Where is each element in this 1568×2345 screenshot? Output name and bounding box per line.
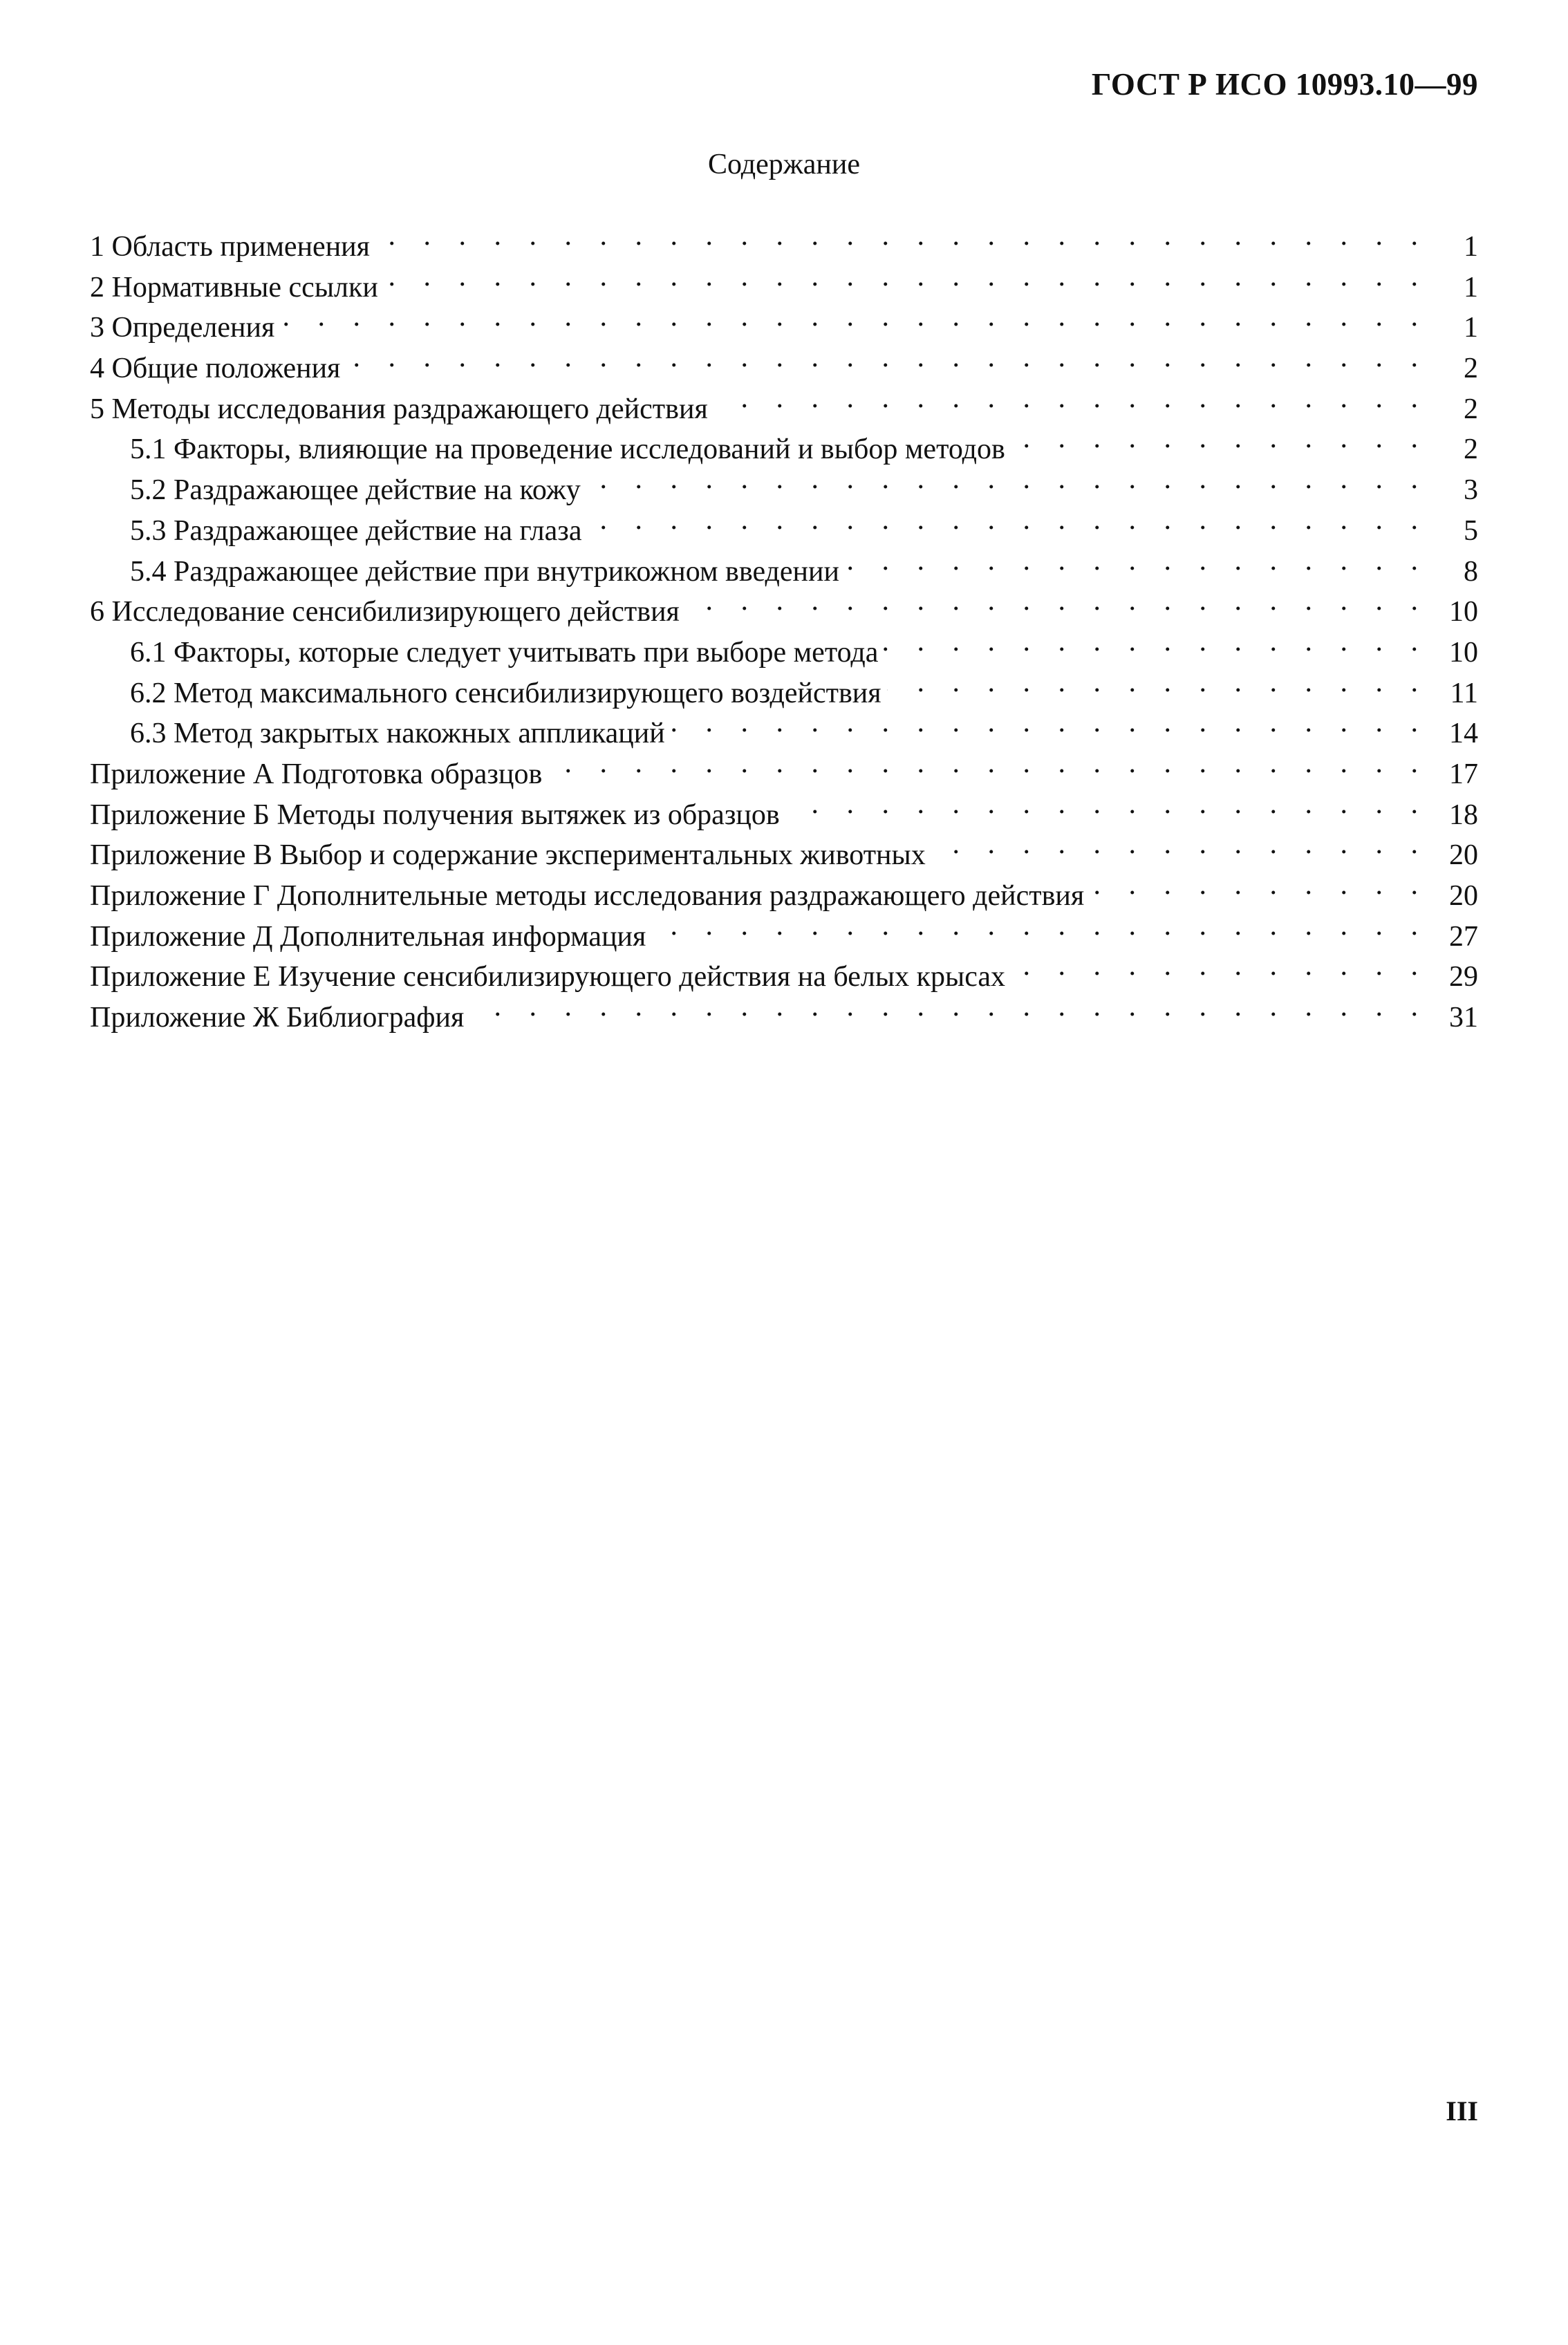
toc-leader-dots (785, 784, 1428, 824)
toc-entry-label: 6 Исследование сенсибилизирующего действия (90, 596, 680, 628)
toc-entry-label: 4 Общие положения (90, 353, 341, 385)
toc-entry-page: 14 (1449, 718, 1478, 750)
document-code: ГОСТ Р ИСО 10993.10—99 (1091, 67, 1478, 102)
toc-entry-label: Приложение Ж Библиография (90, 1002, 465, 1034)
toc-title: Содержание (707, 149, 861, 180)
toc-entry-page: 1 (1464, 231, 1478, 263)
table-of-contents (90, 216, 1478, 1034)
toc-entry-page: 11 (1450, 677, 1478, 709)
toc-leader-dots (685, 581, 1428, 621)
toc-entry-page: 29 (1449, 961, 1478, 993)
toc-entry-label: Приложение А Подготовка образцов (90, 758, 543, 790)
toc-entry[interactable] (90, 216, 1478, 263)
toc-leader-dots (548, 743, 1428, 783)
toc-entry-page: 18 (1449, 798, 1478, 831)
toc-entry[interactable] (90, 337, 1478, 385)
toc-entry-page: 10 (1449, 596, 1478, 628)
toc-leader-dots (1011, 946, 1428, 986)
toc-leader-dots (884, 622, 1428, 662)
toc-entry-page: 5 (1464, 514, 1478, 547)
toc-entry-page: 31 (1449, 1002, 1478, 1034)
toc-entry-page: 1 (1464, 271, 1478, 303)
toc-entry-label: 5.2 Раздражающее действие на кожу (130, 474, 581, 507)
toc-entry-label: 2 Нормативные ссылки (90, 271, 378, 303)
toc-leader-dots (845, 541, 1428, 581)
toc-entry-label: 5.3 Раздражающее действие на глаза (130, 514, 582, 547)
toc-leader-dots (887, 662, 1428, 702)
toc-entry-page: 17 (1449, 758, 1478, 790)
toc-leader-dots (587, 500, 1428, 540)
toc-entry-label: 5 Методы исследования раздражающего действия (90, 393, 708, 425)
toc-entry-label: Приложение Е Изучение сенсибилизирующего действия на белых крысах (90, 961, 1005, 993)
toc-entry-label: 6.1 Факторы, которые следует учитывать при выборе метода (130, 636, 879, 669)
toc-entry-page: 8 (1464, 555, 1478, 588)
toc-entry-page: 2 (1464, 393, 1478, 425)
toc-entry-label: 5.4 Раздражающее действие при внутрикожном введении (130, 555, 839, 588)
toc-leader-dots (713, 378, 1428, 418)
toc-entry-label: Приложение Б Методы получения вытяжек из образцов (90, 798, 780, 831)
toc-leader-dots (280, 297, 1428, 337)
page-number: III (1446, 2095, 1478, 2127)
toc-entry-page: 1 (1464, 312, 1478, 344)
toc-entry-label: Приложение Г Дополнительные методы исследования раздражающего действия (90, 880, 1085, 912)
toc-entry-page: 3 (1464, 474, 1478, 507)
toc-leader-dots (1090, 865, 1428, 905)
toc-entry-page: 2 (1464, 353, 1478, 385)
toc-entry-page: 10 (1449, 636, 1478, 669)
toc-leader-dots (671, 702, 1428, 742)
toc-entry[interactable] (90, 297, 1478, 344)
toc-leader-dots (651, 906, 1428, 946)
toc-leader-dots (384, 256, 1428, 297)
toc-entry-label: 6.3 Метод закрытых накожных аппликаций (130, 718, 665, 750)
toc-entry-label: 3 Определения (90, 312, 275, 344)
toc-entry-label: 5.1 Факторы, влияющие на проведение исследований и выбор методов (130, 433, 1005, 466)
toc-leader-dots (469, 987, 1428, 1027)
toc-entry-page: 20 (1449, 880, 1478, 912)
toc-entry-label: 6.2 Метод максимального сенсибилизирующего воздействия (130, 677, 881, 709)
toc-entry-page: 20 (1449, 839, 1478, 872)
toc-entry-page: 2 (1464, 433, 1478, 466)
toc-leader-dots (1011, 418, 1428, 458)
toc-entry-label: Приложение Д Дополнительная информация (90, 920, 646, 953)
toc-entry-label: 1 Область применения (90, 231, 370, 263)
toc-leader-dots (346, 337, 1428, 377)
toc-leader-dots (931, 824, 1428, 864)
toc-entry-page: 27 (1449, 920, 1478, 953)
toc-leader-dots (586, 459, 1428, 499)
toc-leader-dots (375, 216, 1428, 256)
toc-entry-label: Приложение В Выбор и содержание экспериментальных животных (90, 839, 926, 872)
